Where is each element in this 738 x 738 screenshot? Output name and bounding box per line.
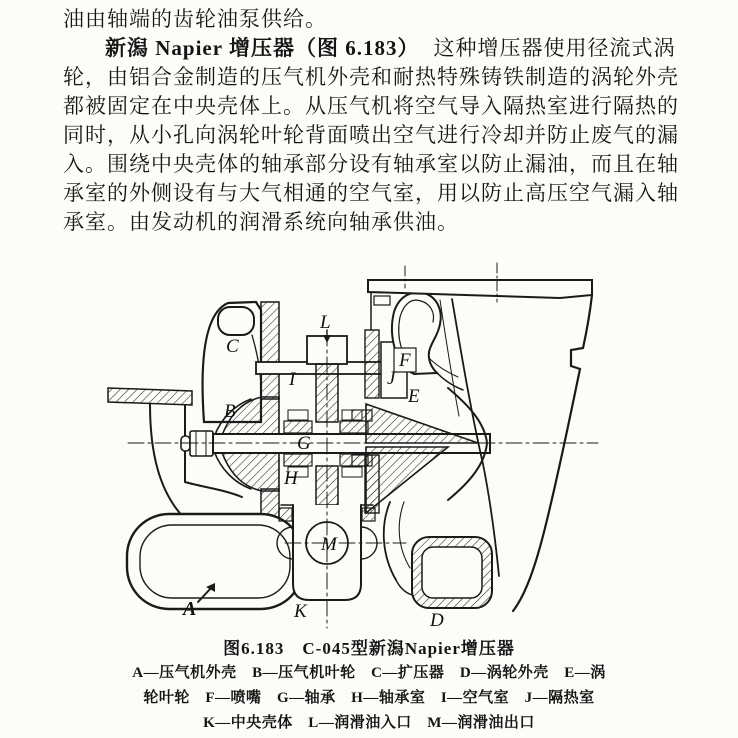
body-line: 轮，由铝合金制造的压气机外壳和耐热特殊铸铁制造的涡轮外壳 xyxy=(63,65,679,89)
diagram-label-j: J xyxy=(387,368,396,389)
body-line: 承室。由发动机的润滑系统向轴承供油。 xyxy=(63,210,459,234)
diagram-label-d: D xyxy=(430,610,444,631)
legend-line: 轮叶轮 F—喷嘴 G—轴承 H—轴承室 I—空气室 J—隔热室 xyxy=(143,690,595,706)
diagram-label-i: I xyxy=(289,369,296,390)
paragraph-lead: 新潟 Napier 增压器（图 6.183） xyxy=(105,36,420,60)
diagram-label-l: L xyxy=(320,312,331,333)
legend-line: K—中央壳体 L—润滑油入口 M—润滑油出口 xyxy=(203,715,535,731)
paragraph-text: 这种增压器使用径流式涡 xyxy=(433,36,676,60)
diagram-label-b: B xyxy=(224,401,236,422)
body-line: 都被固定在中央壳体上。从压气机将空气导入隔热室进行隔热的 xyxy=(63,94,679,118)
compressor-volute xyxy=(127,514,303,609)
body-line: 承室的外侧设有与大气相通的空气室，用以防止高压空气漏入轴 xyxy=(63,181,679,205)
diagram-label-h: H xyxy=(284,468,298,489)
diagram-label-m: M xyxy=(321,534,337,555)
diagram-label-g: G xyxy=(297,433,311,454)
body-line: 同时，从小孔向涡轮叶轮背面喷出空气进行冷却并防止废气的漏 xyxy=(63,123,679,147)
body-line: 入。围绕中央壳体的轴承部分设有轴承室以防止漏油，而且在轴 xyxy=(63,152,679,176)
diagram-label-c: C xyxy=(226,336,239,357)
diagram-label-f: F xyxy=(399,350,411,371)
diagram-label-k: K xyxy=(294,601,307,622)
diagram-label-a: A xyxy=(183,598,197,620)
figure-legend xyxy=(0,661,738,736)
legend-line: A—压气机外壳 B—压气机叶轮 C—扩压器 D—涡轮外壳 E—涡 xyxy=(132,665,606,681)
body-line: 油由轴端的齿轮油泵供给。 xyxy=(63,7,327,31)
diagram-label-e: E xyxy=(408,386,420,407)
figure-caption: 图6.183 C-045型新潟Napier增压器 xyxy=(223,639,515,658)
